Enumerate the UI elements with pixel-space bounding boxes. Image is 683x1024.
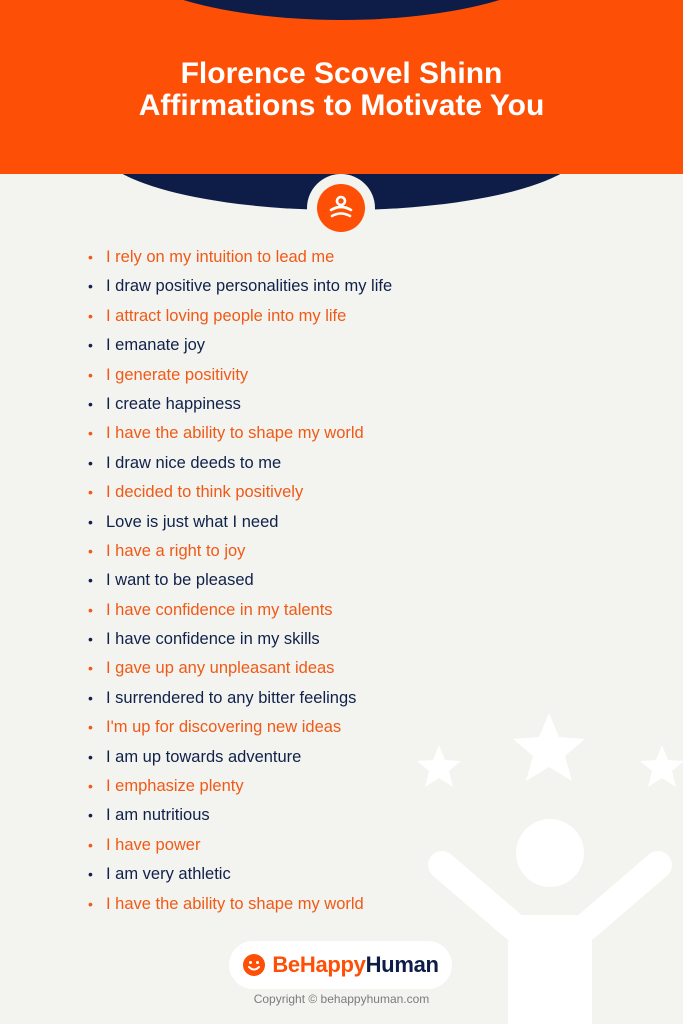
affirmation-item: [88, 508, 392, 537]
affirmation-item: [88, 419, 392, 448]
affirmation-text: I attract loving people into my life: [106, 306, 347, 325]
affirmation-item: [88, 390, 392, 419]
affirmation-text: Love is just what I need: [106, 512, 279, 531]
affirmation-text: I gave up any unpleasant ideas: [106, 659, 335, 678]
affirmation-item: [88, 831, 392, 860]
affirmation-item: [88, 449, 392, 478]
bullet-icon: •: [88, 454, 93, 471]
affirmation-item: [88, 684, 392, 713]
affirmation-text: I generate positivity: [106, 365, 249, 384]
affirmation-item: [88, 243, 392, 272]
smiley-icon: [242, 953, 266, 977]
affirmation-text: I have the ability to shape my world: [106, 424, 364, 443]
affirmation-text: I have a right to joy: [106, 541, 246, 560]
affirmation-item: [88, 743, 392, 772]
bullet-icon: •: [88, 895, 93, 912]
bullet-icon: •: [88, 866, 93, 883]
bullet-icon: •: [88, 836, 93, 853]
affirmation-list: [88, 243, 392, 919]
affirmation-item: [88, 361, 392, 390]
bullet-icon: •: [88, 807, 93, 824]
bullet-icon: •: [88, 307, 93, 324]
bullet-icon: •: [88, 719, 93, 736]
affirmation-text: I decided to think positively: [106, 483, 304, 502]
brand-name: [272, 952, 438, 978]
bullet-icon: •: [88, 778, 93, 795]
header-banner: [0, 0, 683, 174]
affirmation-text: I am nutritious: [106, 806, 210, 825]
title-line-1: Florence Scovel Shinn: [180, 57, 503, 90]
bullet-icon: •: [88, 366, 93, 383]
affirmation-text: I have the ability to shape my world: [106, 894, 364, 913]
affirmation-text: I am up towards adventure: [106, 747, 302, 766]
affirmation-text: I'm up for discovering new ideas: [106, 718, 342, 737]
affirmation-text: I want to be pleased: [106, 571, 254, 590]
star-icon: [640, 745, 683, 787]
affirmation-text: I have confidence in my talents: [106, 600, 333, 619]
bullet-icon: •: [88, 631, 93, 648]
bullet-icon: •: [88, 748, 93, 765]
bullet-icon: •: [88, 249, 93, 265]
bullet-icon: •: [88, 660, 93, 677]
brand-name-part-2: Human: [365, 952, 439, 977]
affirmation-text: I surrendered to any bitter feelings: [106, 688, 357, 707]
bullet-icon: •: [88, 484, 93, 501]
affirmation-text: I am very athletic: [106, 865, 231, 884]
affirmation-item: [88, 272, 392, 301]
header-arc-top: [109, 0, 574, 20]
affirmation-item: [88, 625, 392, 654]
affirmation-item: [88, 860, 392, 889]
affirmation-text: I rely on my intuition to lead me: [106, 248, 335, 266]
meditation-icon: [317, 184, 365, 232]
affirmation-item: [88, 478, 392, 507]
meditation-badge: [307, 174, 375, 242]
bullet-icon: •: [88, 689, 93, 706]
brand-name-part-1: BeHappy: [272, 952, 366, 977]
bullet-icon: •: [88, 395, 93, 412]
affirmation-item: [88, 654, 392, 683]
affirmation-item: [88, 713, 392, 742]
celebrating-person-icon: [410, 705, 683, 1024]
copyright-text: Copyright © behappyhuman.com: [253, 992, 430, 1006]
brand-logo: [229, 941, 452, 989]
bullet-icon: •: [88, 337, 93, 354]
affirmation-item: [88, 801, 392, 830]
affirmation-item: [88, 596, 392, 625]
affirmation-item: [88, 566, 392, 595]
affirmation-text: I emphasize plenty: [106, 777, 244, 796]
affirmation-item: [88, 772, 392, 801]
bullet-icon: •: [88, 513, 93, 530]
affirmation-text: I draw positive personalities into my life: [106, 277, 393, 296]
affirmation-text: I draw nice deeds to me: [106, 453, 282, 472]
affirmation-item: [88, 302, 392, 331]
page-title: [0, 58, 683, 122]
bullet-icon: •: [88, 278, 93, 295]
affirmation-item: [88, 890, 392, 919]
affirmation-item: [88, 331, 392, 360]
affirmation-text: I emanate joy: [106, 336, 206, 355]
affirmation-text: I have power: [106, 835, 201, 854]
bullet-icon: •: [88, 572, 93, 589]
bullet-icon: •: [88, 425, 93, 442]
affirmation-text: I create happiness: [106, 394, 241, 413]
affirmation-item: [88, 537, 392, 566]
star-icon: [417, 745, 461, 787]
bullet-icon: •: [88, 542, 93, 559]
bullet-icon: •: [88, 601, 93, 618]
star-icon: [513, 713, 585, 781]
title-line-2: Affirmations to Motivate You: [138, 89, 545, 122]
affirmation-text: I have confidence in my skills: [106, 630, 320, 649]
